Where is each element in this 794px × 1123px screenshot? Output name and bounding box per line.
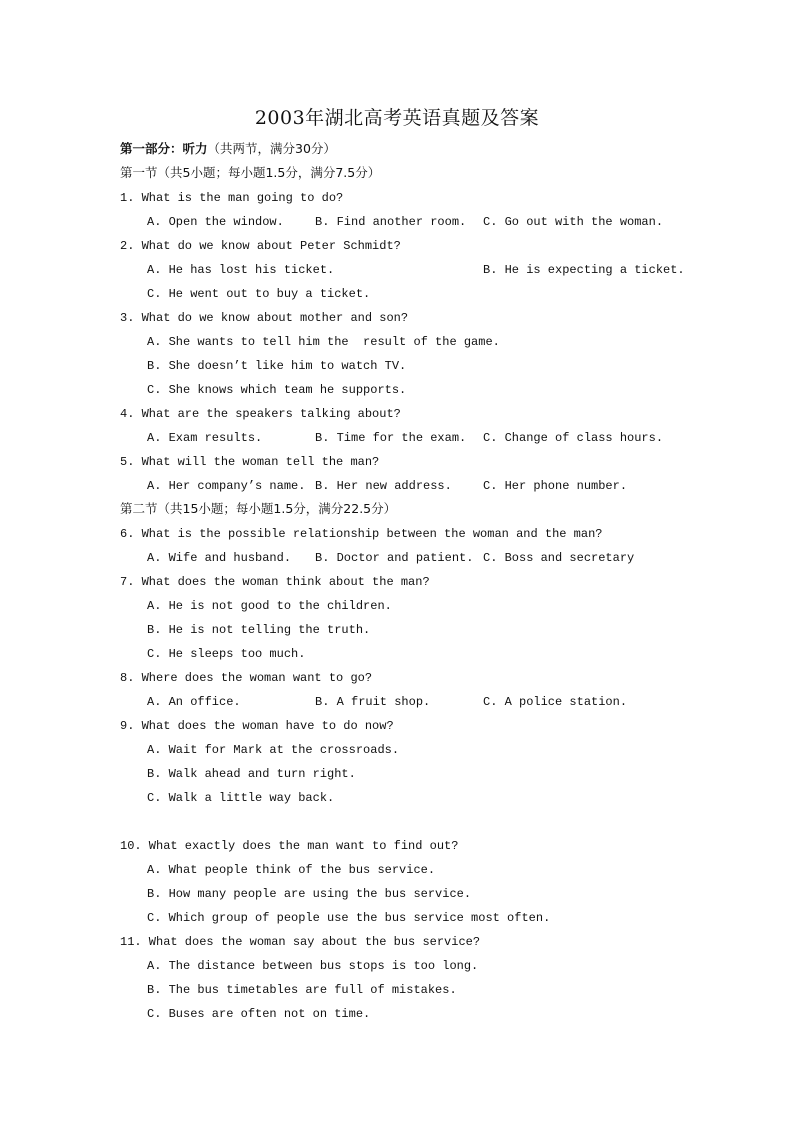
- question-4: 4. What are the speakers talking about?: [120, 407, 401, 421]
- q5-option-b: B. Her new address.: [315, 479, 452, 493]
- q11-option-a: A. The distance between bus stops is too long.: [147, 959, 479, 973]
- q10-option-c: C. Which group of people use the bus service most often.: [147, 911, 551, 925]
- q10-option-b: B. How many people are using the bus service.: [147, 887, 472, 901]
- question-10: 10. What exactly does the man want to find out?: [120, 839, 459, 853]
- q8-option-b: B. A fruit shop.: [315, 695, 431, 709]
- question-1: 1. What is the man going to do?: [120, 191, 344, 205]
- q7-option-b: B. He is not telling the truth.: [147, 623, 371, 637]
- question-11: 11. What does the woman say about the bus service?: [120, 935, 481, 949]
- q4-option-a: A. Exam results.: [147, 431, 263, 445]
- question-3: 3. What do we know about mother and son?: [120, 311, 409, 325]
- q4-option-c: C. Change of class hours.: [483, 431, 664, 445]
- q4-option-b: B. Time for the exam.: [315, 431, 467, 445]
- question-2: 2. What do we know about Peter Schmidt?: [120, 239, 401, 253]
- question-7: 7. What does the woman think about the man?: [120, 575, 430, 589]
- q10-option-a: A. What people think of the bus service.: [147, 863, 436, 877]
- q8-option-a: A. An office.: [147, 695, 241, 709]
- q1-option-c: C. Go out with the woman.: [483, 215, 664, 229]
- q9-option-b: B. Walk ahead and turn right.: [147, 767, 356, 781]
- q3-option-a: A. She wants to tell him the result of the game.: [147, 335, 500, 349]
- question-8: 8. Where does the woman want to go?: [120, 671, 373, 685]
- q5-option-c: C. Her phone number.: [483, 479, 628, 493]
- q5-option-a: A. Her company’s name.: [147, 479, 306, 493]
- q7-option-a: A. He is not good to the children.: [147, 599, 392, 613]
- q7-option-c: C. He sleeps too much.: [147, 647, 306, 661]
- part1-heading: [120, 141, 336, 157]
- q6-option-b: B. Doctor and patient.: [315, 551, 474, 565]
- q6-option-a: A. Wife and husband.: [147, 551, 292, 565]
- q3-option-c: C. She knows which team he supports.: [147, 383, 407, 397]
- q9-option-c: C. Walk a little way back.: [147, 791, 335, 805]
- section2-heading: 第二节（共15小题；每小题1.5分，满分22.5分）: [120, 501, 397, 516]
- section1-heading: 第一节（共5小题；每小题1.5分，满分7.5分）: [120, 165, 381, 180]
- q11-option-b: B. The bus timetables are full of mistakes.: [147, 983, 457, 997]
- page-title: 2003年湖北高考英语真题及答案: [254, 107, 540, 129]
- q11-option-c: C. Buses are often not on time.: [147, 1007, 371, 1021]
- question-6: 6. What is the possible relationship between the woman and the man?: [120, 527, 603, 541]
- q8-option-c: C. A police station.: [483, 695, 628, 709]
- part1-name: 第一部分：听力: [120, 141, 208, 156]
- q1-option-a: A. Open the window.: [147, 215, 284, 229]
- q2-option-c: C. He went out to buy a ticket.: [147, 287, 371, 301]
- q1-option-b: B. Find another room.: [315, 215, 467, 229]
- q9-option-a: A. Wait for Mark at the crossroads.: [147, 743, 400, 757]
- q2-option-b: B. He is expecting a ticket.: [483, 263, 685, 277]
- q2-option-a: A. He has lost his ticket.: [147, 263, 335, 277]
- question-5: 5. What will the woman tell the man?: [120, 455, 380, 469]
- question-9: 9. What does the woman have to do now?: [120, 719, 394, 733]
- q3-option-b: B. She doesn’t like him to watch TV.: [147, 359, 407, 373]
- q6-option-c: C. Boss and secretary: [483, 551, 635, 565]
- part1-note: （共两节，满分30分）: [207, 141, 336, 156]
